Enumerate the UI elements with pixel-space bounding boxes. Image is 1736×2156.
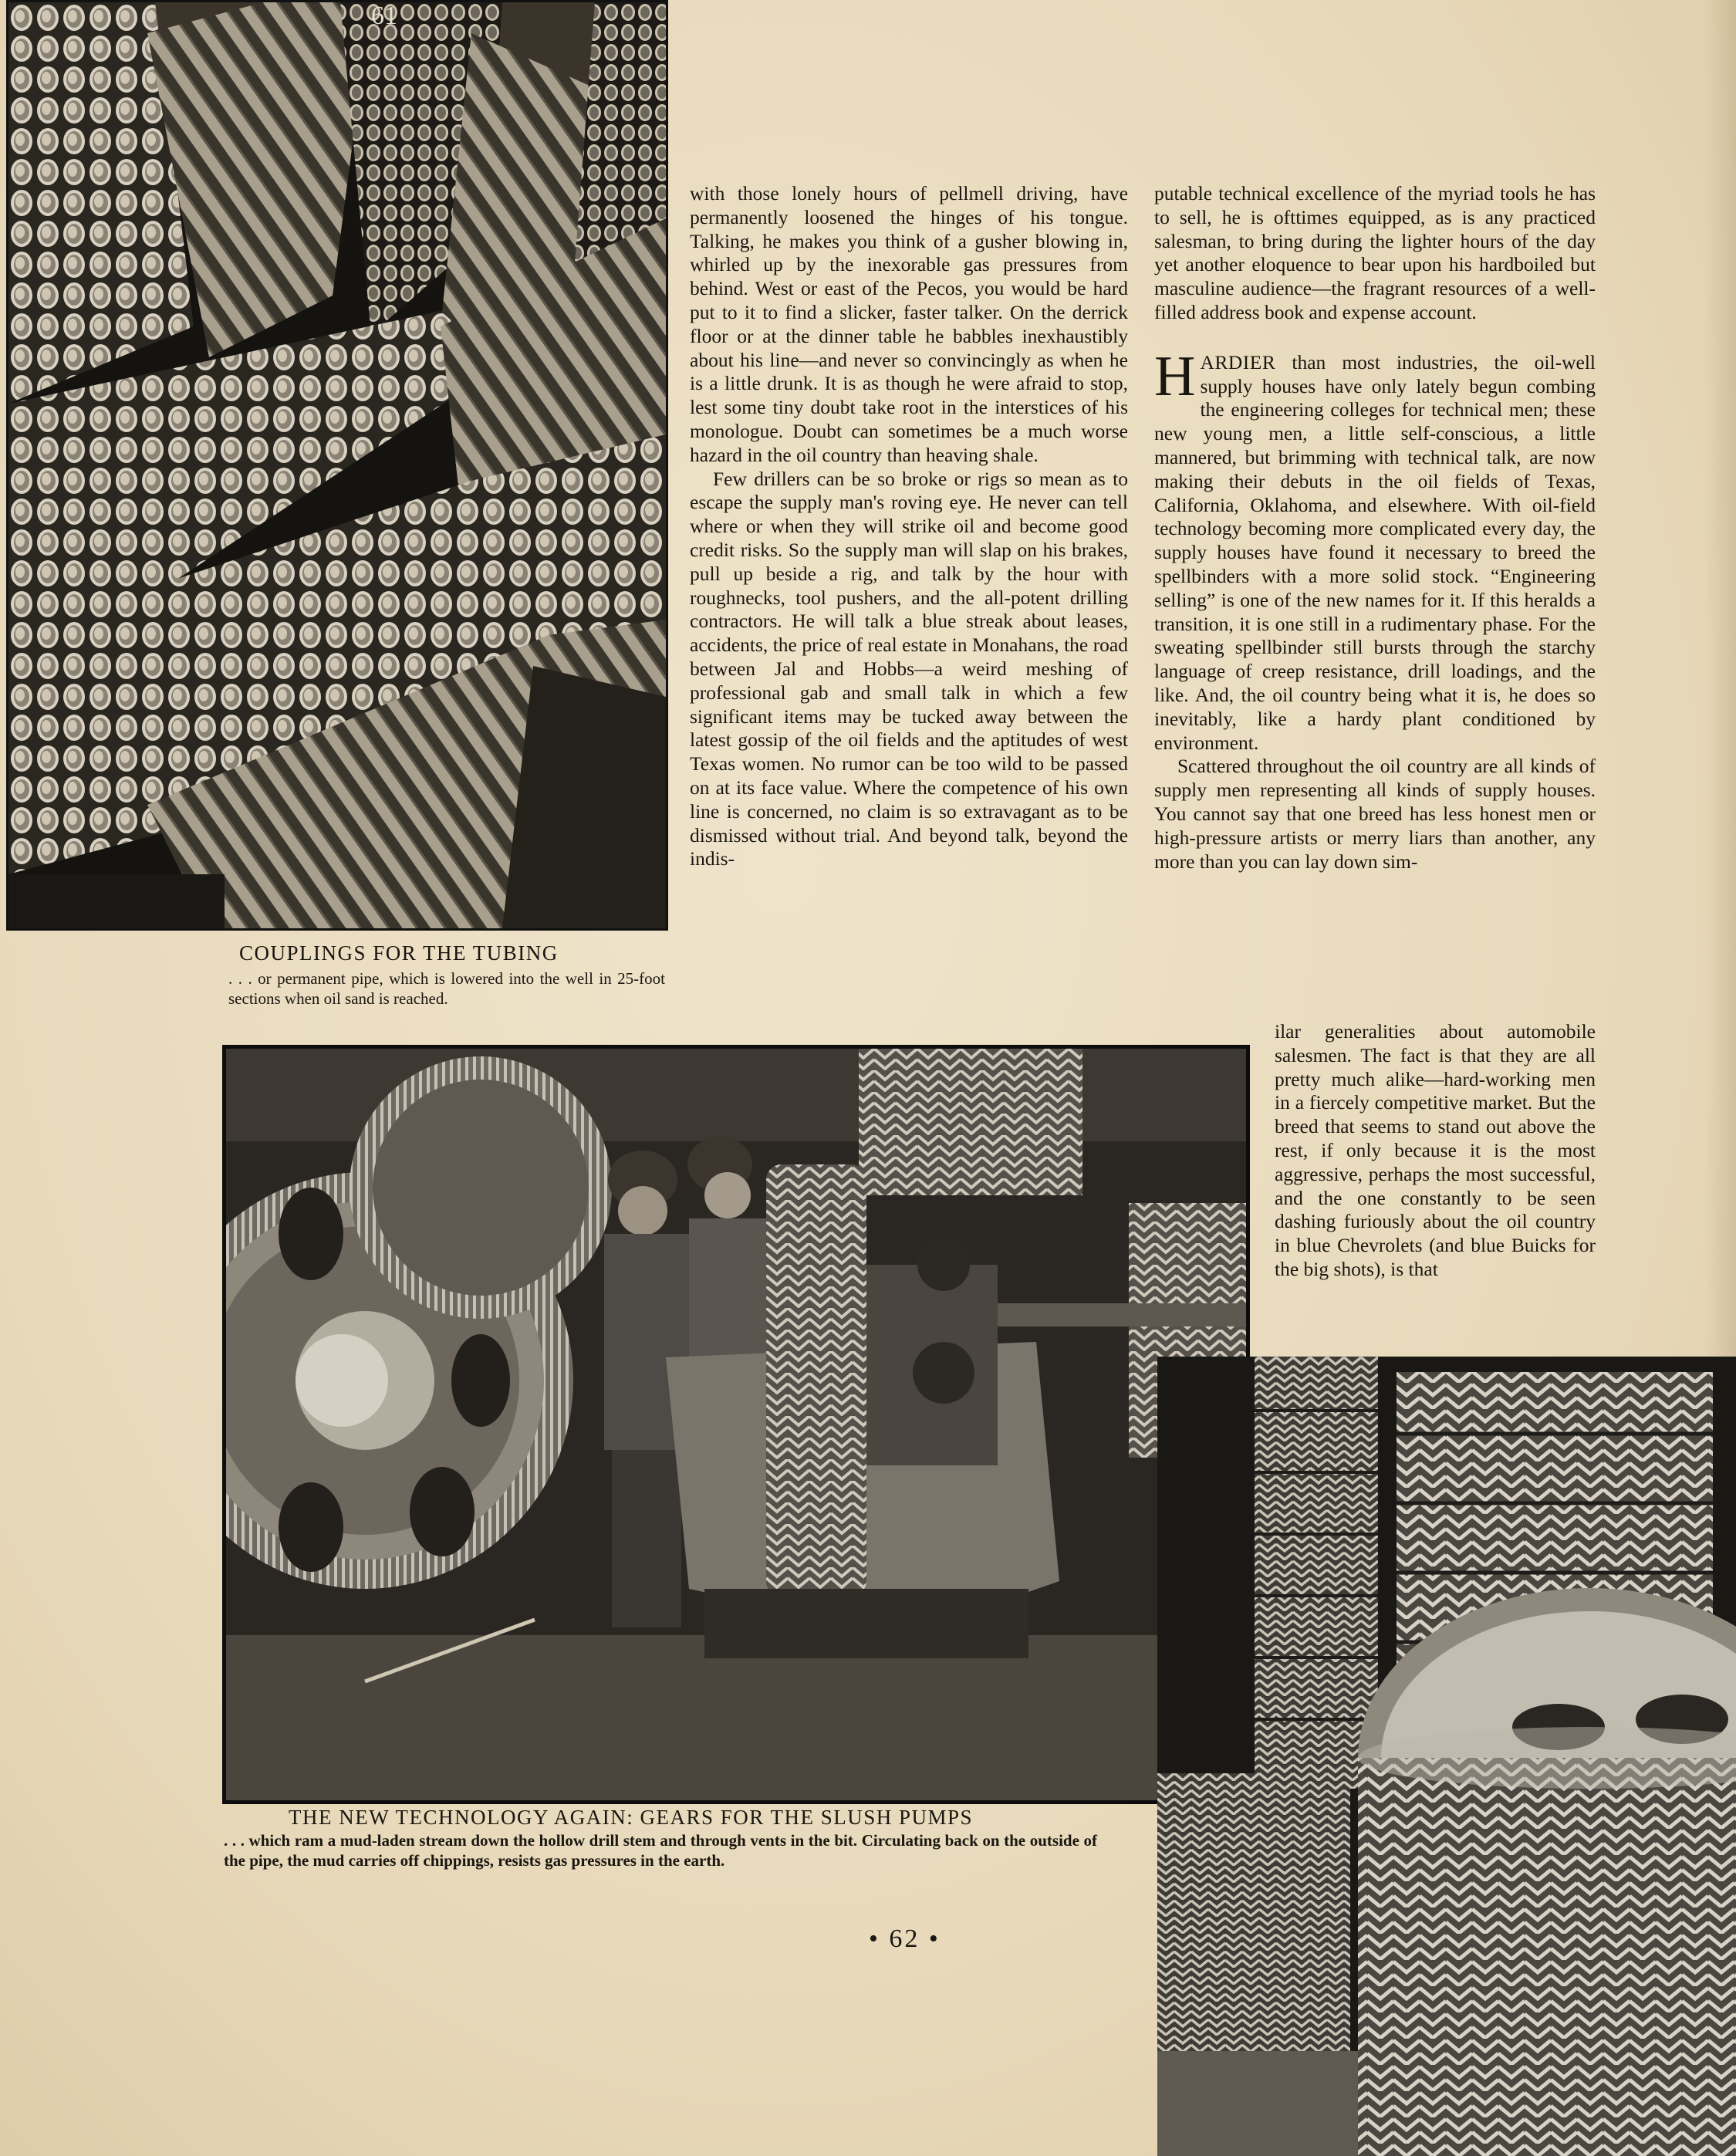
article-column-middle [690, 182, 1128, 871]
gears-caption-body: . . . which ram a mud-laden stream down the hollow drill stem and through vents in the bit. Circulating back on the outside of the pipe, the mud carries off chippings, resists gas pressures in the earth. [224, 1831, 1097, 1870]
article-paragraph: with those lonely hours of pellmell driving, have permanently loosened the hinges of his tongue. Talking, he makes you think of a gusher blowing in, whirled up by the inexorable gas pressures from behind. West or east of the Pecos, you would be hard put to it to find a slicker, faster talker. On the derrick floor or at the dinner table he babbles inexhaustibly about his line—and never so convincingly as when he is a little drunk. It is as though he were afraid to stop, lest some tiny doubt take root in the interstices of his monologue. Doubt can sometimes be a much worse hazard in the oil country than heaving shale. [690, 182, 1128, 466]
article-paragraph: ilar generalities about automobile salesmen. The fact is that they are all pretty much alike—hard-working men in a fiercely competitive market. But the breed that seems to stand out above the rest, if only because it is the most aggressive, perhaps the most successful, and the one constantly to be seen dashing furiously about the oil country in blue Chevrolets (and blue Buicks for the big shots), is that [1275, 1020, 1596, 1280]
article-paragraph: Scattered throughout the oil country are all kinds of supply men representing all kinds of supply houses. You cannot say that one breed has less honest men or high-pressure artists or merry liars than another, any more than you can lay down sim- [1154, 755, 1596, 873]
couplings-photo [6, 0, 668, 931]
page-number: • 62 • [869, 1925, 941, 1953]
paragraph-text: than most industries, the oil-well supply houses have only lately begun combing the engineering colleges for technical men; these new young men, a little self-conscious, a little mannered, but brimming with technical talk, are now making their debuts in the oil fields of Texas, California, Oklahoma, and elsewhere. With oil-field technology becoming more complicated every day, the supply houses have found it necessary to breed the spellbinders with a more solid stock. “Engineering selling” is one of the new names for it. If this heralds a transition, it is one still in a rudimentary phase. For the sweating spellbinder still bursts through the starchy language of creep resistance, drill loadings, and the like. And, the oil country being what it is, he does so inevitably, like a hardy plant conditioned by environment. [1154, 350, 1596, 754]
gears-caption-title: THE NEW TECHNOLOGY AGAIN: GEARS FOR THE SLUSH PUMPS [289, 1806, 974, 1829]
article-column-right [1154, 182, 1596, 874]
couplings-caption-body: . . . or permanent pipe, which is lowered into the well in 25-foot sections when oil sand is reached. [228, 969, 665, 1008]
gear-stacks-photo [1157, 1357, 1736, 2156]
article-paragraph: putable technical excellence of the myriad tools he has to sell, he is ofttimes equipped, as is any practiced salesman, to bring during the lighter hours of the day yet another eloquence to bear upon his hardboiled but masculine audience—the fragrant resources of a well-filled address book and expense account. [1154, 182, 1596, 323]
article-paragraph-dropcap [1154, 344, 1596, 755]
small-caps-lead: ARDIER [1200, 350, 1276, 373]
drop-cap-letter: H [1154, 344, 1196, 408]
article-column-right-narrow [1275, 1020, 1596, 1282]
gears-workers-photo [222, 1045, 1250, 1804]
photo-stamp-number: 61 [371, 2, 397, 30]
couplings-caption-title: COUPLINGS FOR THE TUBING [239, 941, 559, 965]
article-paragraph: Few drillers can be so broke or rigs so mean as to escape the supply man's roving eye. He never can tell where or when they will strike oil and become good credit risks. So the supply man will slap on his brakes, pull up beside a rig, and talk by the hour with roughnecks, tool pushers, and the all-potent drilling contractors. He will talk a blue streak about leases, accidents, the price of real estate in Monahans, the road between Jal and Hobbs—a weird meshing of professional gab and small talk in which a few significant items may be tucked away between the latest gossip of the oil fields and the aptitudes of west Texas women. No rumor can be too wild to be passed on at its face value. Where the competence of his own line is concerned, no claim is so extravagant as to be dismissed without trial. And beyond talk, beyond the indis- [690, 467, 1128, 870]
